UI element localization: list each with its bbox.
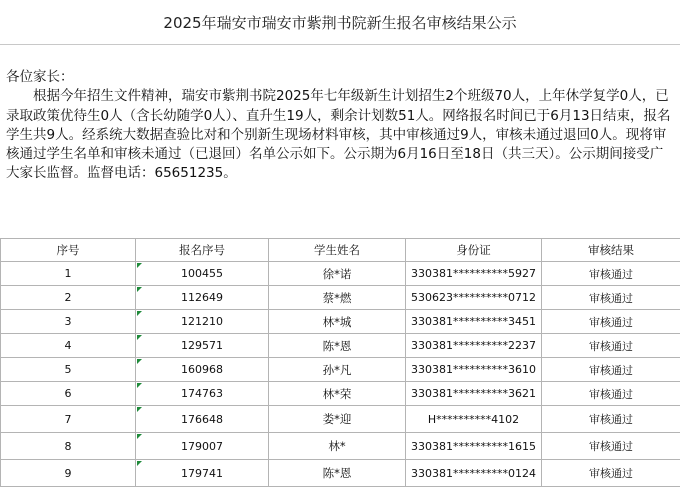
- cell-registration-number: 179007: [136, 433, 269, 460]
- cell-registration-number: 100455: [136, 262, 269, 286]
- cell-review-result: 审核通过: [542, 406, 680, 433]
- cell-student-name: 娄*迎: [269, 406, 406, 433]
- results-table: [0, 238, 680, 487]
- header-id-card: 身份证: [406, 239, 542, 262]
- notice-greeting: 各位家长：: [6, 68, 674, 87]
- cell-student-name: 林*荣: [269, 382, 406, 406]
- cell-student-name: 林*: [269, 433, 406, 460]
- cell-student-name: 孙*凡: [269, 358, 406, 382]
- table-row: [1, 310, 680, 334]
- header-review-result: 审核结果: [542, 239, 680, 262]
- cell-id-card: 330381**********5927: [406, 262, 542, 286]
- notice-body: 根据今年招生文件精神，瑞安市紫荆书院2025年七年级新生计划招生2个班级70人，上年休学复学0人，已录取政策优待生0人（含长幼随学0人）、直升生19人，剩余计划数51人。网络报名时间已于6月13日结束，报名学生共9人。经系统大数据查验比对和个别新生现场材料审核，其中审核通过9人，审核未通过退回0人。现将审核通过学生名单和审核未通过（已退回）名单公示如下。公示期为6月16日至18日（共三天）。公示期间接受广大家长监督。监督电话：65651235。: [6, 87, 674, 183]
- header-student-name: 学生姓名: [269, 239, 406, 262]
- cell-student-name: 林*城: [269, 310, 406, 334]
- cell-registration-number: 160968: [136, 358, 269, 382]
- cell-registration-number: 179741: [136, 460, 269, 487]
- cell-student-name: 陈*恩: [269, 334, 406, 358]
- table-row: [1, 406, 680, 433]
- cell-id-card: 330381**********3621: [406, 382, 542, 406]
- cell-registration-number: 129571: [136, 334, 269, 358]
- cell-index: 9: [1, 460, 136, 487]
- cell-index: 4: [1, 334, 136, 358]
- cell-id-card: 330381**********3610: [406, 358, 542, 382]
- cell-review-result: 审核通过: [542, 310, 680, 334]
- cell-review-result: 审核通过: [542, 433, 680, 460]
- header-registration-number: 报名序号: [136, 239, 269, 262]
- cell-id-card: 530623**********0712: [406, 286, 542, 310]
- cell-id-card: H**********4102: [406, 406, 542, 433]
- cell-index: 7: [1, 406, 136, 433]
- table-row: [1, 460, 680, 487]
- cell-index: 1: [1, 262, 136, 286]
- cell-student-name: 徐*诺: [269, 262, 406, 286]
- table-row: [1, 286, 680, 310]
- cell-id-card: 330381**********2237: [406, 334, 542, 358]
- cell-student-name: 蔡*燃: [269, 286, 406, 310]
- cell-review-result: 审核通过: [542, 460, 680, 487]
- page-title: 2025年瑞安市瑞安市紫荆书院新生报名审核结果公示: [0, 0, 680, 45]
- cell-review-result: 审核通过: [542, 382, 680, 406]
- table-row: [1, 358, 680, 382]
- table-row: [1, 262, 680, 286]
- cell-registration-number: 174763: [136, 382, 269, 406]
- cell-student-name: 陈*恩: [269, 460, 406, 487]
- cell-index: 6: [1, 382, 136, 406]
- cell-review-result: 审核通过: [542, 262, 680, 286]
- cell-index: 8: [1, 433, 136, 460]
- cell-id-card: 330381**********3451: [406, 310, 542, 334]
- cell-id-card: 330381**********1615: [406, 433, 542, 460]
- cell-registration-number: 121210: [136, 310, 269, 334]
- cell-registration-number: 112649: [136, 286, 269, 310]
- cell-review-result: 审核通过: [542, 358, 680, 382]
- cell-index: 5: [1, 358, 136, 382]
- table-row: [1, 334, 680, 358]
- cell-registration-number: 176648: [136, 406, 269, 433]
- cell-review-result: 审核通过: [542, 334, 680, 358]
- cell-id-card: 330381**********0124: [406, 460, 542, 487]
- table-row: [1, 433, 680, 460]
- table-header-row: [1, 239, 680, 262]
- cell-index: 3: [1, 310, 136, 334]
- table-row: [1, 382, 680, 406]
- cell-index: 2: [1, 286, 136, 310]
- notice-text: [6, 68, 674, 184]
- cell-review-result: 审核通过: [542, 286, 680, 310]
- header-index: 序号: [1, 239, 136, 262]
